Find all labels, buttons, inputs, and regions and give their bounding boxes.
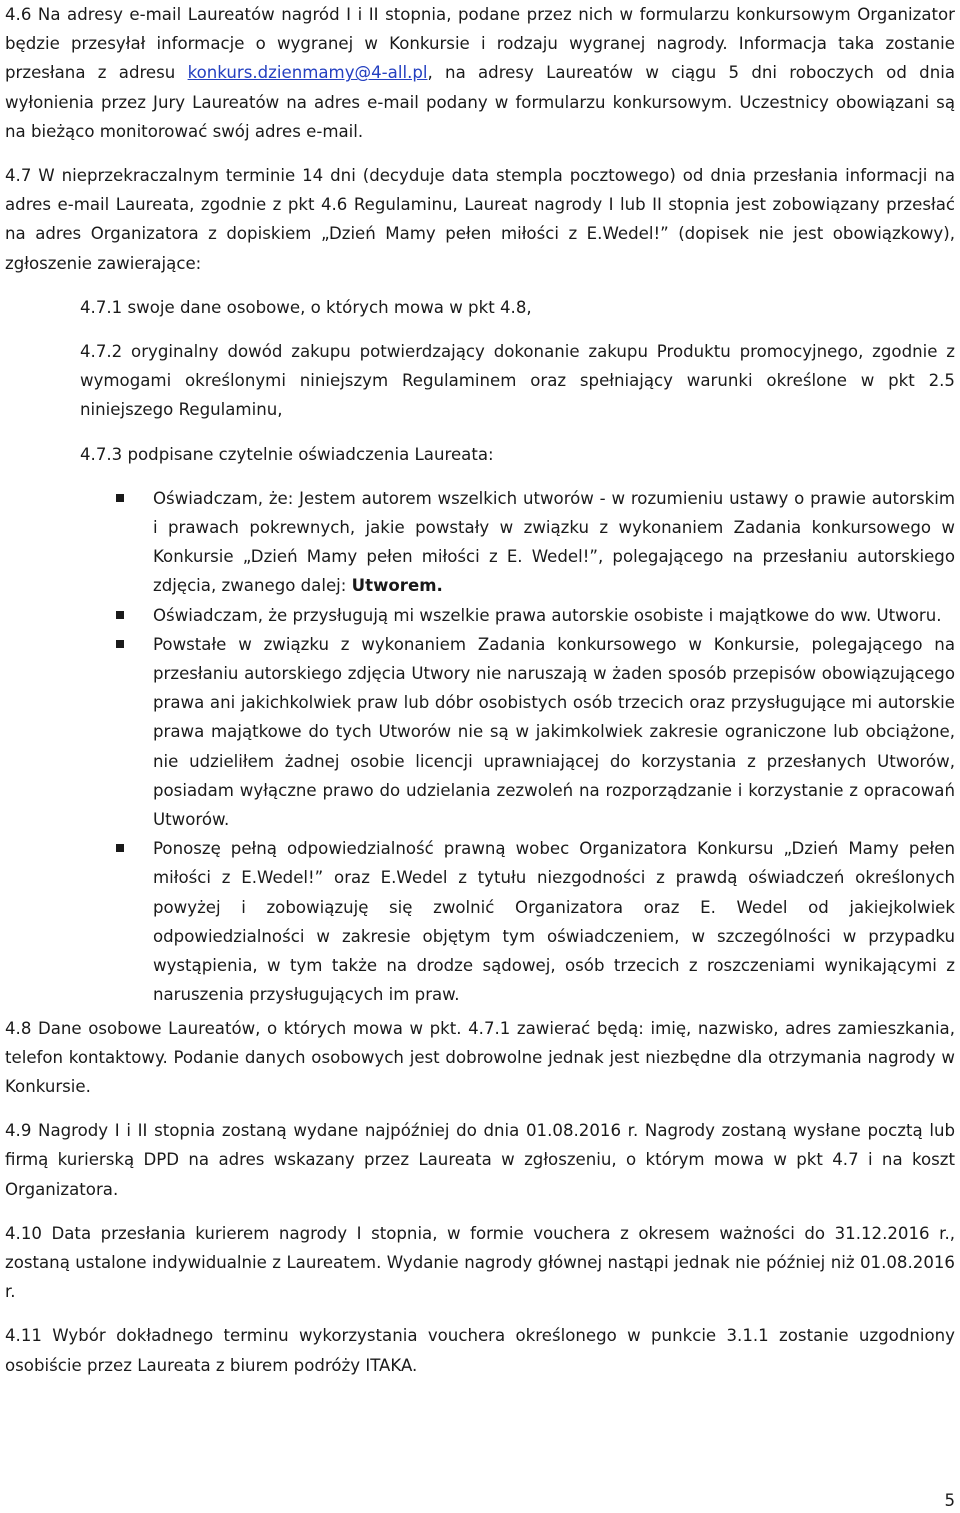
paragraph-4-7-2: 4.7.2 oryginalny dowód zakupu potwierdzający dokonanie zakupu Produktu promocyjnego, zgodnie z wymogami określonymi niniejszym Regulaminem oraz spełniający warunki określone w pkt 2.5 niniejszego Regulaminu, [80,342,955,420]
declaration-item [153,601,955,630]
paragraph-4-7-3: 4.7.3 podpisane czytelnie oświadczenia Laureata: [80,444,494,464]
paragraph-4-7: 4.7 W nieprzekraczalnym terminie 14 dni (decyduje data stempla pocztowego) od dnia przesłania informacji na adres e-mail Laureata, zgodnie z pkt 4.6 Regulaminu, Laureat nagrody I lub II stopnia jest zobowiązany przesłać na adres Organizatora z dopiskiem „Dzień Mamy pełen miłości z E.Wedel!” (dopisek nie jest obowiązkowy), zgłoszenie zawierające: [5,166,955,273]
document-page [5,0,955,1380]
paragraph-4-7-1: 4.7.1 swoje dane osobowe, o których mowa w pkt 4.8, [80,297,532,317]
paragraph-4-6-text-b: , na adresy Laureatów w ciągu 5 dni roboczych od dnia wyłonienia przez Jury Laureatów na adres e-mail podany w formularzu konkursowym. Uczestnicy obowiązani są na bieżąco monitorować swój adres e-mail. [5,63,955,141]
declaration-1-text: Oświadczam, że: Jestem autorem wszelkich utworów - w rozumieniu ustawy o prawie autorskim i prawach pokrewnych, jakie powstały w związku z wykonaniem Zadania konkursowego w Konkursie „Dzień Mamy pełen miłości z E. Wedel!”, polegającego na przesłaniu autorskiego zdjęcia, zwanego dalej: [153,488,955,596]
page-number: 5 [944,1491,955,1510]
declaration-item [153,484,955,601]
declaration-2-text: Oświadczam, że przysługują mi wszelkie prawa autorskie osobiste i majątkowe do ww. Utworu. [153,605,942,625]
paragraph-4-9: 4.9 Nagrody I i II stopnia zostaną wydane najpóźniej do dnia 01.08.2016 r. Nagrody zostaną wysłane pocztą lub firmą kurierską DPD na adres wskazany przez Laureata w zgłoszeniu, o którym mowa w pkt 4.7 i na koszt Organizatora. [5,1121,955,1199]
paragraph-4-10: 4.10 Data przesłania kurierem nagrody I stopnia, w formie vouchera z okresem ważności do 31.12.2016 r., zostaną ustalone indywidualnie z Laureatem. Wydanie nagrody głównej nastąpi jednak nie później niż 01.08.2016 r. [5,1223,955,1302]
declaration-item [153,834,955,1009]
declaration-item [153,630,955,834]
square-bullet-icon [116,844,124,852]
paragraph-4-8: 4.8 Dane osobowe Laureatów, o których mowa w pkt. 4.7.1 zawierać będą: imię, nazwisko, adres zamieszkania, telefon kontaktowy. Podanie danych osobowych jest dobrowolne jednak jest niezbędne dla otrzymania nagrody w Konkursie. [5,1018,955,1096]
square-bullet-icon [116,640,124,648]
paragraph-4-6-text-a: 4.6 Na adresy e-mail Laureatów nagród I i II stopnia, podane przez nich w formularzu konkursowym Organizator będzie przesyłał informacje o wygranej w Konkursie i rodzaju wygranej nagrody. Informacja taka zostanie przesłana z adresu [5,5,955,83]
paragraph-4-11: 4.11 Wybór dokładnego terminu wykorzystania vouchera określonego w punkcie 3.1.1 zostanie uzgodniony osobiście przez Laureata z biurem podróży ITAKA. [5,1326,955,1375]
declaration-1-bold: Utworem. [351,576,443,596]
square-bullet-icon [116,494,124,502]
email-link[interactable]: konkurs.dzienmamy@4-all.pl [187,63,428,83]
declaration-4-text: Ponoszę pełną odpowiedzialność prawną wobec Organizatora Konkursu „Dzień Mamy pełen miłości z E.Wedel!” oraz E.Wedel z tytułu niezgodności z prawdą oświadczeń określonych powyżej i zobowiązuję się zwolnić Organizatora oraz E. Wedel od jakiejkolwiek odpowiedzialności w zakresie objętym tym oświadczeniem, w szczególności w przypadku wystąpienia, w tym także na drodze sądowej, osób trzecich z roszczeniami wynikającymi z naruszenia przysługujących im praw. [153,839,955,1005]
paragraph-4-6 [5,0,955,146]
declarations-list [5,484,955,1010]
square-bullet-icon [116,611,124,619]
declaration-3-text: Powstałe w związku z wykonaniem Zadania konkursowego w Konkursie, polegającego na przesłaniu autorskiego zdjęcia Utwory nie naruszają w żaden sposób przepisów obowiązującego prawa ani jakichkolwiek praw lub dóbr osobistych osób trzecich oraz przysługujące mi autorskie prawa majątkowe do tych Utworów nie są w jakimkolwiek zakresie ograniczone lub obciążone, nie udzieliłem żadnej osobie licencji uprawniającej do korzystania z przesłanych Utworów, posiadam wyłączne prawo do udzielania zezwoleń na rozporządzanie i korzystanie z opracowań Utworów. [153,634,955,830]
